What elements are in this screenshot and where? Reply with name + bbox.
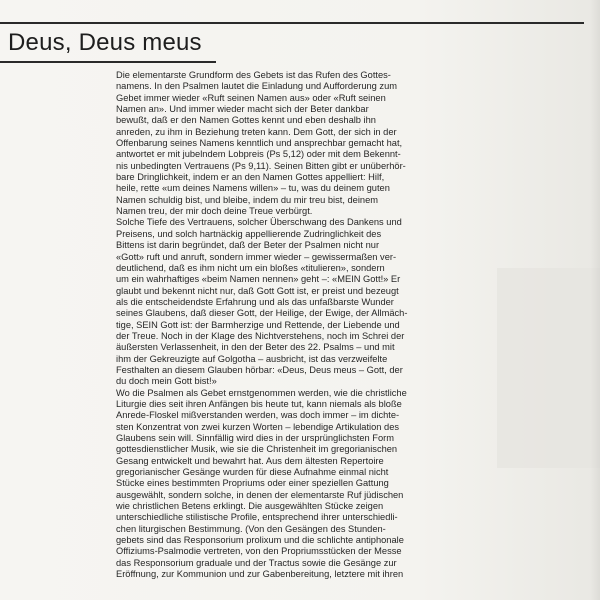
text-line: gottesdienstlicher Musik, wie sie die Christenheit im gregorianischen <box>116 444 398 455</box>
text-line: du doch mein Gott bist!» <box>116 376 217 387</box>
text-line: unterschiedliche stilistische Profile, entsprechend ihrer unterschiedli- <box>116 512 398 523</box>
text-line: Solche Tiefe des Vertrauens, solcher Überschwang des Dankens und <box>116 217 402 228</box>
text-line: glaubt und bekennt nicht nur, daß Gott Gott ist, er preist und bezeugt <box>116 285 399 296</box>
text-line: namens. In den Psalmen lautet die Einladung und Aufforderung zum <box>116 81 397 92</box>
text-line: Glaubens sein will. Sinnfällig wird dies in der ursprünglichsten Form <box>116 433 394 443</box>
text-line: Die elementarste Grundform des Gebets ist das Rufen des Gottes- <box>116 70 391 80</box>
page-title: Deus, Deus meus <box>8 29 202 56</box>
text-line: das Responsorium graduale und der Tractus sowie die Gesänge zur <box>116 557 397 568</box>
text-line: bewußt, daß er den Namen Gottes kennt und eben deshalb ihn <box>116 115 376 126</box>
text-line: ausgewählt, sondern solche, in denen der elementarste Ruf jüdischen <box>116 489 404 500</box>
text-line: Gebet immer wieder «Ruft seinen Namen aus» oder «Ruft seinen <box>116 92 386 103</box>
text-line: Stücke eines bestimmten Propriums oder einer speziellen Gattung <box>116 478 389 489</box>
text-line: wie christlichen Betens erklingt. Die ausgewählten Stücke zeigen <box>116 501 384 512</box>
top-rule <box>0 22 584 24</box>
page-edge-shadow <box>590 0 600 600</box>
text-line: Festhalten an diesem Glauben hörbar: «Deus, Deus meus – Gott, der <box>116 364 403 375</box>
text-line: Gesang entwickelt und bewahrt hat. Aus dem ältesten Repertoire <box>116 455 384 466</box>
text-line: nis unbedingten Vertrauens (Ps 9,11). Seinen Bitten gibt er unüberhör- <box>116 160 406 171</box>
text-line: Offiziums-Psalmodie vertreten, von den Propriumsstücken der Messe <box>116 546 402 557</box>
body-text <box>116 70 492 580</box>
text-line: chen liturgischen Bestimmung. (Von den Gesängen des Stunden- <box>116 523 386 534</box>
text-line: seines Glaubens, daß dieser Gott, der Heilige, der Ewige, der Allmäch- <box>116 308 408 319</box>
text-line: als die entscheidendste Erfahrung und als das unfaßbarste Wunder <box>116 296 394 307</box>
text-line: bare Dringlichkeit, indem er an den Namen Gottes appelliert: Hilf, <box>116 172 385 183</box>
text-line: «Gott» ruft und anruft, sondern immer wieder – gewissermaßen ver- <box>116 251 397 262</box>
text-line: Anrede-Floskel mißverstanden werden, was doch immer – im dichte- <box>116 410 400 421</box>
text-line: Namen treu, der mir doch deine Treue verbürgt. <box>116 206 313 217</box>
text-line: anreden, zu ihm in Beziehung treten kann. Dem Gott, der sich in der <box>116 126 397 137</box>
text-line: Liturgie dies seit ihren Anfängen bis heute tut, kann niemals als bloße <box>116 398 402 409</box>
text-line: Wo die Psalmen als Gebet ernstgenommen werden, wie die christliche <box>116 387 407 398</box>
text-line: Eröffnung, zur Kommunion und zur Gabenbereitung, letztere mit ihren <box>116 569 404 580</box>
text-line: deutlichend, daß es ihm nicht um ein bloßes «titulieren», sondern <box>116 262 385 273</box>
text-line: heile, rette «um deines Namens willen» – tu, was du deinem guten <box>116 183 390 194</box>
text-line: um ein wahrhaftiges «beim Namen nennen» geht –: «MEIN Gott!» Er <box>116 274 401 285</box>
text-line: ihm der Gekreuzigte auf Golgotha – ausbricht, ist das verzweifelte <box>116 353 388 364</box>
text-line: der Treue. Noch in der Klage des Nichtverstehens, noch im Schrei der <box>116 330 405 341</box>
title-underline <box>0 61 216 63</box>
text-line: antwortet er mit jubelndem Lobpreis (Ps 5,12) oder mit dem Bekennt- <box>116 149 401 160</box>
text-line: gebets sind das Responsorium prolixum und die schlichte antiphonale <box>116 535 404 546</box>
text-line: äußersten Verlassenheit, in den der Beter des 22. Psalms – und mit <box>116 342 395 353</box>
bleed-through-block <box>497 268 600 468</box>
text-line: tige, SEIN Gott ist: der Barmherzige und Rettende, der Liebende und <box>116 319 400 330</box>
text-line: Namen schuldig bist, und bleibe, indem du mir treu bist, deinem <box>116 194 378 205</box>
text-line: Offenbarung seines Namens kenntlich und ansprechbar gemacht hat, <box>116 138 403 149</box>
text-line: Bittens ist darin begründet, daß der Beter der Psalmen nicht nur <box>116 240 380 251</box>
text-line: Namen an». Und immer wieder macht sich der Beter dankbar <box>116 104 369 115</box>
text-line: sten Konzentrat von zwei kurzen Worten – lebendige Artikulation des <box>116 421 400 432</box>
text-line: gregorianischer Gesänge wurden für diese Aufnahme einmal nicht <box>116 467 389 478</box>
text-line: Preisens, und solch hartnäckig appellierende Zudringlichkeit des <box>116 228 382 239</box>
